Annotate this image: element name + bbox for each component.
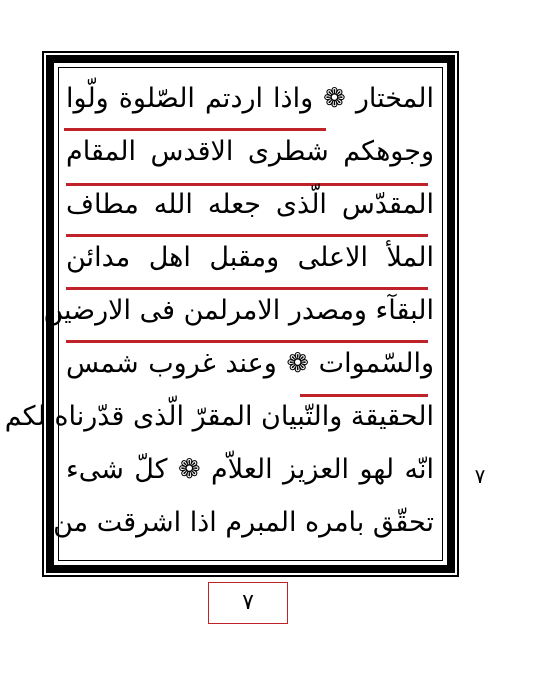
text-line-3: المقدّس الّذى جعله الله مطاف bbox=[66, 189, 434, 220]
text-line-8: انّه لهو العزيز العلاّم ❁ كلّ شىء bbox=[66, 454, 434, 485]
text-line-2: وجوهكم شطرى الاقدس المقام bbox=[66, 136, 434, 167]
text-line-4: الملأ الاعلى ومقبل اهل مدائن bbox=[66, 242, 434, 273]
arabic-text-block bbox=[4, 72, 434, 558]
text-line-5: البقآء ومصدر الامرلمن فى الارضين bbox=[43, 295, 434, 326]
text-line-6: والسّموات ❁ وعند غروب شمس bbox=[66, 348, 434, 379]
text-line-9: تحقّق بامره المبرم اذا اشرقت من bbox=[53, 507, 434, 538]
text-line-7: الحقيقة والتّبيان المقرّ الّذى قدّرناه لكم bbox=[4, 401, 434, 432]
margin-page-marker: ٧ bbox=[474, 464, 486, 488]
text-line-1: المختار ❁ واذا اردتم الصّلوة ولّوا bbox=[66, 83, 434, 114]
page-number-box: ٧ bbox=[208, 582, 288, 624]
